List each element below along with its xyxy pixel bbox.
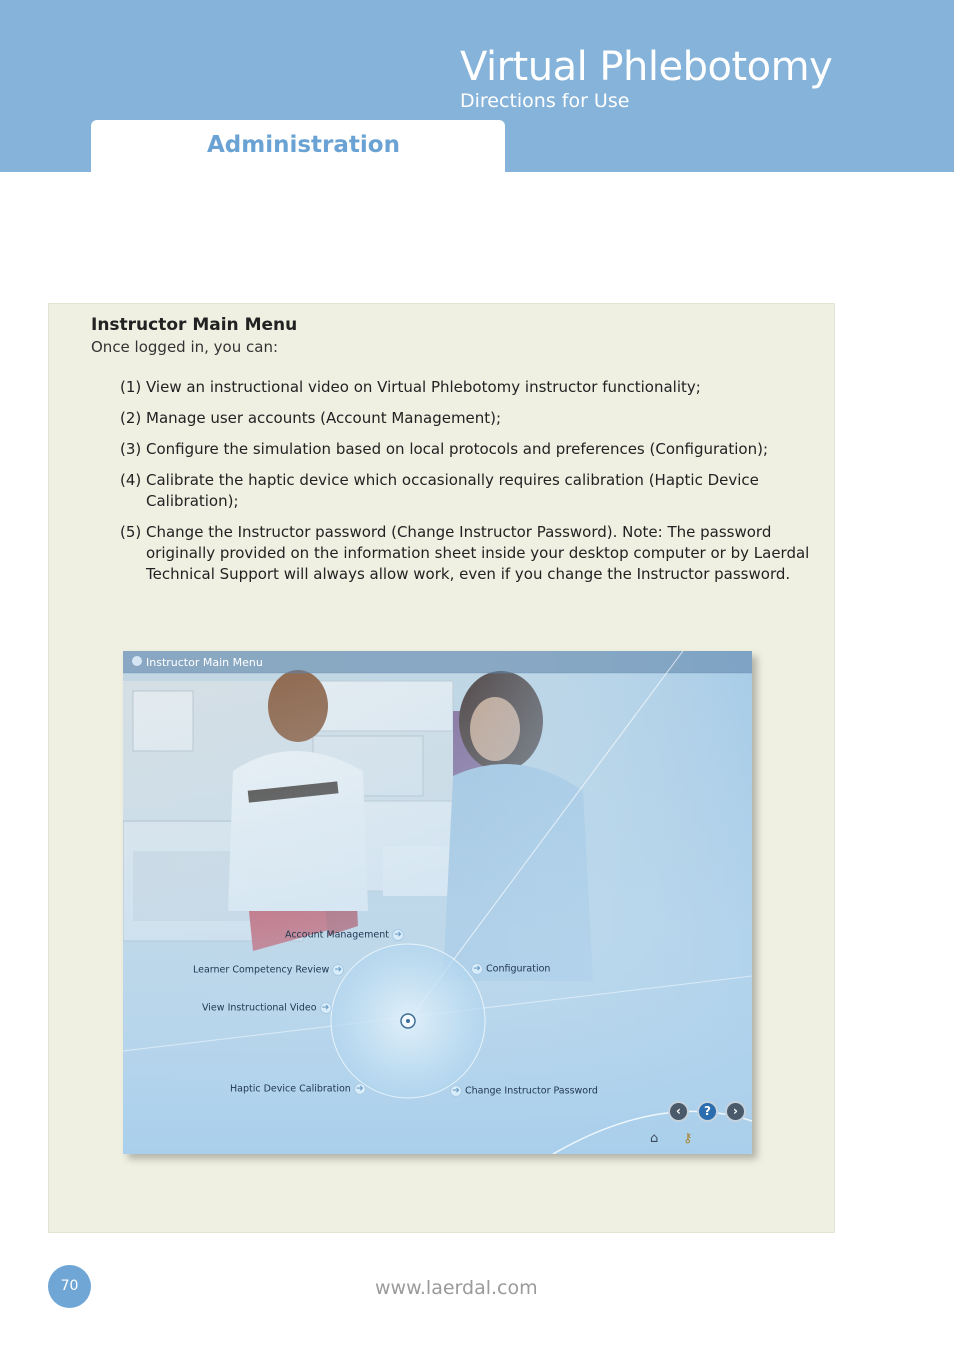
arrow-right-icon: ➜ [354, 1083, 366, 1095]
section-intro: Once logged in, you can: [91, 338, 279, 356]
step-item-5 [120, 522, 810, 585]
step-item-4 [120, 470, 810, 512]
section-tab [91, 120, 505, 172]
key-icon[interactable]: ⚷ [683, 1131, 693, 1146]
section-tab-label: Administration [207, 132, 400, 158]
menu-option-configuration[interactable] [468, 963, 550, 975]
footer-url[interactable]: www.laerdal.com [375, 1277, 538, 1299]
menu-option-haptic-device-calibration[interactable] [230, 1083, 369, 1095]
menu-option-label: Configuration [486, 963, 551, 975]
step-number: (4) [120, 471, 142, 489]
step-number: (2) [120, 409, 142, 427]
home-icon[interactable]: ⌂ [650, 1131, 659, 1146]
forward-arrow-icon[interactable]: › [725, 1101, 746, 1122]
screenshot-scene [123, 651, 752, 1154]
section-heading: Instructor Main Menu [91, 315, 298, 335]
arrow-right-icon: ➜ [450, 1085, 462, 1097]
menu-option-label: Learner Competency Review [193, 964, 330, 976]
step-text: Configure the simulation based on local protocols and preferences (Configuration); [146, 440, 769, 458]
step-number: (3) [120, 440, 142, 458]
menu-option-learner-competency-review[interactable] [193, 964, 347, 976]
menu-option-label: View Instructional Video [202, 1002, 317, 1014]
arrow-right-icon: ➜ [332, 964, 344, 976]
document-subtitle: Directions for Use [460, 90, 630, 112]
screenshot-title: Instructor Main Menu [146, 656, 263, 669]
arrow-right-icon: ➜ [471, 963, 483, 975]
document-title: Virtual Phlebotomy [460, 44, 833, 90]
menu-option-label: Account Management [285, 929, 389, 941]
step-text: Change the Instructor password (Change Instructor Password). Note: The password originally provided on the information sheet inside your desktop computer or by Laerdal Technical Support will always allow work, even if you change the Instructor password. [146, 523, 810, 583]
help-icon[interactable]: ? [697, 1101, 718, 1122]
back-arrow-icon[interactable]: ‹ [668, 1101, 689, 1122]
step-item-1 [120, 377, 810, 398]
instructor-menu-screenshot [123, 651, 752, 1154]
step-text: View an instructional video on Virtual Phlebotomy instructor functionality; [146, 378, 701, 396]
page-number: 70 [48, 1265, 91, 1308]
menu-option-account-management[interactable] [285, 929, 407, 941]
menu-option-label: Haptic Device Calibration [230, 1083, 351, 1095]
arrow-right-icon: ➜ [392, 929, 404, 941]
step-text: Calibrate the haptic device which occasionally requires calibration (Haptic Device Calibration); [146, 471, 759, 510]
menu-option-label: Change Instructor Password [465, 1085, 598, 1097]
step-text: Manage user accounts (Account Management); [146, 409, 502, 427]
step-item-3 [120, 439, 810, 460]
header-band [0, 0, 954, 172]
menu-option-view-instructional-video[interactable] [202, 1002, 335, 1014]
step-number: (5) [120, 523, 142, 541]
step-item-2 [120, 408, 810, 429]
arrow-right-icon: ➜ [320, 1002, 332, 1014]
step-number: (1) [120, 378, 142, 396]
menu-option-change-instructor-password[interactable] [447, 1085, 598, 1097]
